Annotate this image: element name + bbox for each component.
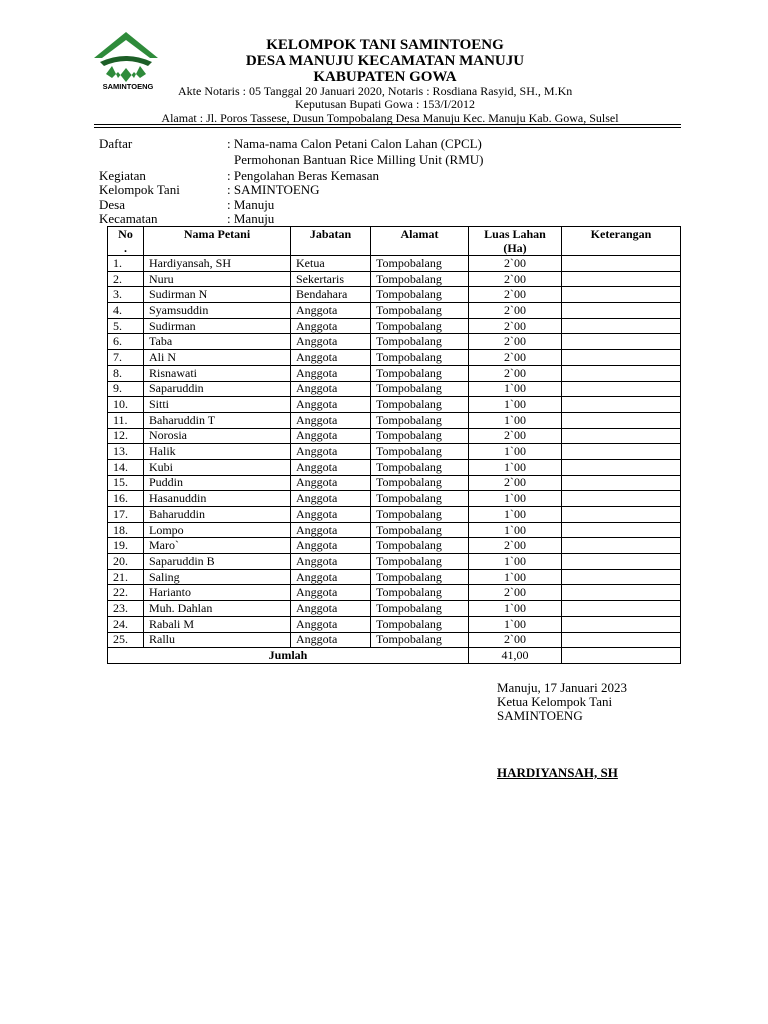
cell-nama: Puddin (144, 475, 291, 491)
cell-jabatan: Bendahara (291, 287, 371, 303)
cell-keterangan (562, 287, 681, 303)
cell-keterangan (562, 365, 681, 381)
cell-nama: Harianto (144, 585, 291, 601)
cell-no: 15. (108, 475, 144, 491)
signature-name: HARDIYANSAH, SH (497, 765, 618, 780)
cell-no: 1. (108, 256, 144, 272)
cell-luas: 1`00 (469, 507, 562, 523)
cell-no: 22. (108, 585, 144, 601)
cell-luas: 2`00 (469, 538, 562, 554)
cell-jabatan: Anggota (291, 569, 371, 585)
cell-nama: Saparuddin B (144, 554, 291, 570)
cell-keterangan (562, 318, 681, 334)
cell-luas: 2`00 (469, 334, 562, 350)
cell-nama: Hasanuddin (144, 491, 291, 507)
cell-keterangan (562, 632, 681, 648)
cell-alamat: Tompobalang (371, 428, 469, 444)
table-row (108, 538, 681, 554)
kecamatan-label: Kecamatan (99, 211, 158, 226)
table-row (108, 632, 681, 648)
cell-keterangan (562, 350, 681, 366)
cell-jabatan: Anggota (291, 475, 371, 491)
header-luas: Luas Lahan (Ha) (469, 227, 562, 256)
cell-jabatan: Anggota (291, 507, 371, 523)
cell-luas: 2`00 (469, 318, 562, 334)
cell-jabatan: Anggota (291, 350, 371, 366)
desa-value: : Manuju (227, 197, 275, 212)
cell-keterangan (562, 585, 681, 601)
cell-keterangan (562, 491, 681, 507)
cell-nama: Norosia (144, 428, 291, 444)
cell-no: 3. (108, 287, 144, 303)
cell-jabatan: Anggota (291, 522, 371, 538)
cell-nama: Baharuddin T (144, 412, 291, 428)
table-row (108, 287, 681, 303)
cell-alamat: Tompobalang (371, 334, 469, 350)
cell-keterangan (562, 569, 681, 585)
cell-alamat: Tompobalang (371, 381, 469, 397)
logo-text: SAMINTOENG (102, 82, 154, 91)
cell-nama: Rabali M (144, 616, 291, 632)
cell-luas: 2`00 (469, 585, 562, 601)
kelompok-label: Kelompok Tani (99, 182, 180, 197)
cell-nama: Kubi (144, 459, 291, 475)
cell-keterangan (562, 303, 681, 319)
cell-keterangan (562, 334, 681, 350)
cell-no: 16. (108, 491, 144, 507)
akte-notaris: Akte Notaris : 05 Tanggal 20 Januari 2020, Notaris : Rosdiana Rasyid, SH., M.Kn (178, 84, 573, 98)
cell-no: 17. (108, 507, 144, 523)
cell-luas: 2`00 (469, 475, 562, 491)
table-row (108, 303, 681, 319)
alamat-kop: Alamat : Jl. Poros Tassese, Dusun Tompobalang Desa Manuju Kec. Manuju Kab. Gowa, Sulsel (161, 111, 619, 125)
cpcl-table (107, 226, 681, 664)
cell-luas: 1`00 (469, 381, 562, 397)
table-header-row (108, 227, 681, 256)
table-row (108, 601, 681, 617)
kecamatan-value: : Manuju (227, 211, 275, 226)
cell-nama: Muh. Dahlan (144, 601, 291, 617)
cell-alamat: Tompobalang (371, 522, 469, 538)
total-keterangan (562, 648, 681, 664)
cell-nama: Nuru (144, 271, 291, 287)
table-row (108, 459, 681, 475)
cell-keterangan (562, 397, 681, 413)
cell-alamat: Tompobalang (371, 350, 469, 366)
cell-luas: 1`00 (469, 522, 562, 538)
desa-label: Desa (99, 197, 125, 212)
table-row (108, 569, 681, 585)
table-row (108, 585, 681, 601)
cell-alamat: Tompobalang (371, 585, 469, 601)
cell-jabatan: Anggota (291, 412, 371, 428)
cell-keterangan (562, 459, 681, 475)
cell-jabatan: Anggota (291, 303, 371, 319)
header-nama: Nama Petani (144, 227, 291, 256)
cell-luas: 1`00 (469, 569, 562, 585)
cell-no: 6. (108, 334, 144, 350)
cell-jabatan: Anggota (291, 601, 371, 617)
cell-no: 21. (108, 569, 144, 585)
cell-luas: 2`00 (469, 632, 562, 648)
table-row (108, 616, 681, 632)
cell-nama: Ali N (144, 350, 291, 366)
cell-keterangan (562, 381, 681, 397)
cell-no: 7. (108, 350, 144, 366)
total-row (108, 648, 681, 664)
cell-luas: 2`00 (469, 271, 562, 287)
cell-no: 24. (108, 616, 144, 632)
table-row (108, 491, 681, 507)
cell-nama: Saling (144, 569, 291, 585)
cell-no: 19. (108, 538, 144, 554)
cell-no: 13. (108, 444, 144, 460)
table-row (108, 507, 681, 523)
cell-keterangan (562, 428, 681, 444)
cell-jabatan: Anggota (291, 381, 371, 397)
table-row (108, 397, 681, 413)
cell-no: 2. (108, 271, 144, 287)
keputusan-bupati: Keputusan Bupati Gowa : 153/I/2012 (295, 97, 475, 111)
cell-luas: 2`00 (469, 428, 562, 444)
cell-no: 11. (108, 412, 144, 428)
cell-jabatan: Anggota (291, 365, 371, 381)
cell-alamat: Tompobalang (371, 632, 469, 648)
cell-nama: Sudirman N (144, 287, 291, 303)
cell-alamat: Tompobalang (371, 365, 469, 381)
daftar-value-2: Permohonan Bantuan Rice Milling Unit (RMU) (234, 152, 484, 167)
cell-jabatan: Anggota (291, 397, 371, 413)
cell-alamat: Tompobalang (371, 616, 469, 632)
cell-jabatan: Anggota (291, 318, 371, 334)
table-row (108, 271, 681, 287)
signature-group: SAMINTOENG (497, 708, 583, 723)
table-row (108, 381, 681, 397)
header-alamat: Alamat (371, 227, 469, 256)
cell-nama: Taba (144, 334, 291, 350)
cell-nama: Syamsuddin (144, 303, 291, 319)
cell-alamat: Tompobalang (371, 444, 469, 460)
cell-alamat: Tompobalang (371, 412, 469, 428)
cell-keterangan (562, 412, 681, 428)
cell-luas: 1`00 (469, 412, 562, 428)
table-row (108, 318, 681, 334)
cell-jabatan: Anggota (291, 585, 371, 601)
cell-jabatan: Anggota (291, 554, 371, 570)
table-row (108, 350, 681, 366)
cell-no: 9. (108, 381, 144, 397)
cell-luas: 1`00 (469, 444, 562, 460)
cell-keterangan (562, 444, 681, 460)
table-row (108, 428, 681, 444)
cell-no: 23. (108, 601, 144, 617)
cell-nama: Risnawati (144, 365, 291, 381)
cell-alamat: Tompobalang (371, 287, 469, 303)
kegiatan-label: Kegiatan (99, 168, 146, 183)
cell-jabatan: Anggota (291, 538, 371, 554)
table-row (108, 412, 681, 428)
cell-luas: 1`00 (469, 601, 562, 617)
cell-alamat: Tompobalang (371, 397, 469, 413)
cell-no: 12. (108, 428, 144, 444)
cell-jabatan: Ketua (291, 256, 371, 272)
table-row (108, 522, 681, 538)
cell-luas: 1`00 (469, 459, 562, 475)
cell-alamat: Tompobalang (371, 303, 469, 319)
cell-no: 14. (108, 459, 144, 475)
cell-keterangan (562, 616, 681, 632)
table-row (108, 554, 681, 570)
desa-kecamatan: DESA MANUJU KECAMATAN MANUJU (245, 53, 525, 69)
cell-alamat: Tompobalang (371, 554, 469, 570)
signature-place-date: Manuju, 17 Januari 2023 (497, 680, 627, 695)
cell-alamat: Tompobalang (371, 538, 469, 554)
cell-no: 20. (108, 554, 144, 570)
cell-keterangan (562, 507, 681, 523)
cell-no: 8. (108, 365, 144, 381)
cell-alamat: Tompobalang (371, 601, 469, 617)
cell-jabatan: Anggota (291, 459, 371, 475)
cell-jabatan: Sekertaris (291, 271, 371, 287)
header-rule-2 (94, 127, 681, 128)
header-no: No . (108, 227, 144, 256)
cell-keterangan (562, 601, 681, 617)
cell-no: 4. (108, 303, 144, 319)
kegiatan-value: : Pengolahan Beras Kemasan (227, 168, 379, 183)
table-row (108, 256, 681, 272)
cell-luas: 2`00 (469, 365, 562, 381)
cell-jabatan: Anggota (291, 491, 371, 507)
cell-luas: 2`00 (469, 287, 562, 303)
cell-keterangan (562, 538, 681, 554)
cell-keterangan (562, 554, 681, 570)
signature-role: Ketua Kelompok Tani (497, 694, 613, 709)
total-label: Jumlah (108, 648, 469, 664)
cell-no: 18. (108, 522, 144, 538)
cell-no: 5. (108, 318, 144, 334)
cell-luas: 1`00 (469, 616, 562, 632)
cell-jabatan: Anggota (291, 428, 371, 444)
cell-keterangan (562, 256, 681, 272)
cell-alamat: Tompobalang (371, 507, 469, 523)
table-row (108, 365, 681, 381)
total-value: 41,00 (469, 648, 562, 664)
cell-luas: 1`00 (469, 491, 562, 507)
table-row (108, 334, 681, 350)
cell-alamat: Tompobalang (371, 491, 469, 507)
kelompok-value: : SAMINTOENG (227, 182, 320, 197)
cell-no: 10. (108, 397, 144, 413)
cell-nama: Rallu (144, 632, 291, 648)
cell-nama: Lompo (144, 522, 291, 538)
cell-luas: 2`00 (469, 303, 562, 319)
cell-alamat: Tompobalang (371, 569, 469, 585)
cell-luas: 1`00 (469, 554, 562, 570)
cell-luas: 1`00 (469, 397, 562, 413)
header-keterangan: Keterangan (562, 227, 681, 256)
cell-nama: Halik (144, 444, 291, 460)
daftar-value: : Nama-nama Calon Petani Calon Lahan (CPCL) (227, 136, 482, 151)
cell-jabatan: Anggota (291, 334, 371, 350)
header-jabatan: Jabatan (291, 227, 371, 256)
cell-nama: Hardiyansah, SH (144, 256, 291, 272)
cell-no: 25. (108, 632, 144, 648)
cell-nama: Sitti (144, 397, 291, 413)
cell-nama: Sudirman (144, 318, 291, 334)
cell-keterangan (562, 271, 681, 287)
cell-alamat: Tompobalang (371, 475, 469, 491)
cell-alamat: Tompobalang (371, 256, 469, 272)
cell-nama: Maro` (144, 538, 291, 554)
cell-jabatan: Anggota (291, 632, 371, 648)
cell-alamat: Tompobalang (371, 459, 469, 475)
header-rule (94, 124, 681, 125)
org-name: KELOMPOK TANI SAMINTOENG (266, 37, 504, 53)
cell-keterangan (562, 475, 681, 491)
cell-nama: Saparuddin (144, 381, 291, 397)
cell-keterangan (562, 522, 681, 538)
cell-jabatan: Anggota (291, 616, 371, 632)
kabupaten: KABUPATEN GOWA (313, 69, 457, 85)
cell-luas: 2`00 (469, 256, 562, 272)
daftar-label: Daftar (99, 136, 133, 151)
table-row (108, 444, 681, 460)
cell-luas: 2`00 (469, 350, 562, 366)
cell-alamat: Tompobalang (371, 318, 469, 334)
cell-jabatan: Anggota (291, 444, 371, 460)
table-row (108, 475, 681, 491)
cell-nama: Baharuddin (144, 507, 291, 523)
cell-alamat: Tompobalang (371, 271, 469, 287)
